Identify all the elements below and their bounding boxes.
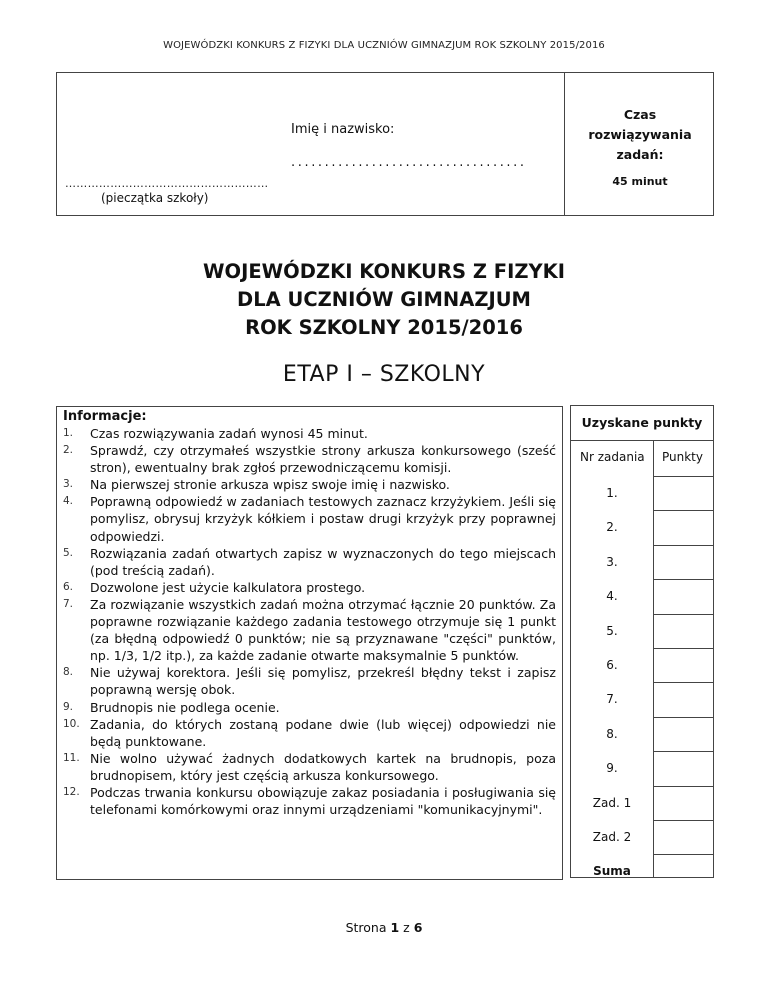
rule-text-line: Brudnopis nie podlega ocenie. xyxy=(90,699,280,715)
score-points-cell[interactable] xyxy=(653,510,713,544)
contest-title-line: DLA UCZNIÓW GIMNAZJUM xyxy=(237,288,531,311)
score-row xyxy=(571,717,713,751)
rule-number: 5. xyxy=(63,546,74,559)
rule-number: 1. xyxy=(63,427,74,439)
page-footer xyxy=(0,920,768,935)
rule-item xyxy=(63,664,556,698)
score-table-header xyxy=(571,440,713,476)
rule-number: 6. xyxy=(63,580,74,593)
score-points-cell[interactable] xyxy=(653,786,713,820)
score-points-cell[interactable] xyxy=(653,717,713,751)
rule-text xyxy=(90,750,556,784)
rule-number: 7. xyxy=(63,597,74,610)
information-heading: Informacje: xyxy=(63,409,147,424)
rule-item xyxy=(63,596,556,664)
rule-text xyxy=(90,476,556,493)
rule-text-line: się pomylisz, obrysuj krzyżyk kółkiem i postaw drugi krzyżyk przy xyxy=(90,494,556,527)
rule-text-line: punktów. xyxy=(462,648,520,664)
rule-number: 4. xyxy=(63,495,74,508)
score-task-label: 4. xyxy=(606,589,618,604)
score-table xyxy=(570,405,714,878)
score-row xyxy=(571,786,713,820)
score-row xyxy=(571,751,713,785)
rule-text-line: stron), ewentualny brak zgłoś przewodniczącemu komisji. xyxy=(90,460,452,476)
rule-text-line: się telefonami komórkowymi oraz innymi urządzeniami xyxy=(90,784,556,818)
name-label: Imię i nazwisko: xyxy=(291,122,395,137)
score-points-cell[interactable] xyxy=(653,682,713,716)
information-box xyxy=(56,406,563,880)
rule-item xyxy=(63,784,556,818)
school-stamp-line: ……………………………………………… xyxy=(65,177,269,190)
rule-text xyxy=(90,442,556,476)
rule-text-line: Dozwolone jest użycie kalkulatora prostego. xyxy=(90,579,366,595)
score-points-cell[interactable] xyxy=(653,614,713,648)
time-title xyxy=(565,105,715,165)
score-points-cell[interactable] xyxy=(653,476,713,510)
score-task-label: 6. xyxy=(606,658,618,672)
rule-text-line: Podczas trwania konkursu obowiązuje zakaz posiadania i posługiwania xyxy=(90,784,534,800)
rule-item xyxy=(63,545,556,579)
score-points-cell[interactable] xyxy=(653,579,713,613)
rule-text xyxy=(90,699,556,716)
rule-item xyxy=(63,750,556,784)
name-field[interactable]: ................................... xyxy=(291,155,527,170)
rule-number: 3. xyxy=(63,478,74,491)
score-row xyxy=(571,648,713,682)
score-points-cell[interactable] xyxy=(653,545,713,579)
rule-text-line: Czas rozwiązywania zadań wynosi 45 minut. xyxy=(90,426,368,441)
rule-text-line: punkt (za błędną odpowiedź 0 punktów; nie są przyznawane "części" xyxy=(90,614,556,647)
score-row xyxy=(571,579,713,613)
rule-number: 12. xyxy=(63,785,80,798)
score-task-label: Zad. 2 xyxy=(592,830,632,844)
rule-item xyxy=(63,716,556,750)
rules-list xyxy=(63,425,556,818)
score-row xyxy=(571,545,713,579)
rule-text-line: brudnopisem, który jest częścią arkusza konkursowego. xyxy=(90,767,439,783)
running-header: WOJEWÓDZKI KONKURS Z FIZYKI DLA UCZNIÓW GIMNAZJUM ROK SZKOLNY 2015/2016 xyxy=(163,40,605,51)
time-title-line: zadań: xyxy=(616,147,664,162)
rule-text xyxy=(90,784,556,818)
rule-text-line: Sprawdź, czy otrzymałeś wszystkie strony arkusza konkursowego (sześć xyxy=(90,443,556,459)
rule-number: 11. xyxy=(63,751,80,764)
score-points-cell[interactable] xyxy=(653,820,713,854)
rule-text-line: Poprawną odpowiedź w zadaniach testowych zaznacz krzyżykiem. Jeśli xyxy=(90,494,535,510)
time-title-line: Czas xyxy=(623,107,657,122)
footer-sep: z xyxy=(403,920,410,935)
rule-text xyxy=(90,664,556,698)
rule-text-line: poprawnej odpowiedzi. xyxy=(90,511,556,544)
rule-text-line: Za poprawne rozwiązanie każdego zadania testowego otrzymuje się 1 xyxy=(90,596,556,630)
rule-item xyxy=(63,425,556,442)
rule-item xyxy=(63,493,556,544)
rule-text-line: Za rozwiązanie wszystkich zadań można otrzymać łącznie 20 punktów. xyxy=(90,596,536,612)
score-task-label: 9. xyxy=(606,761,618,776)
student-info-box xyxy=(56,72,714,216)
score-sum-row xyxy=(571,854,713,888)
footer-page-number: 1 xyxy=(390,920,400,935)
rule-text xyxy=(90,425,556,442)
rule-text-line: "komunikacyjnymi". xyxy=(417,802,543,818)
time-value: 45 minut xyxy=(612,175,668,188)
rule-text-line: Zadania, do których zostaną podane dwie (lub więcej) odpowiedzi nie xyxy=(90,716,556,732)
footer-page-total: 6 xyxy=(413,920,423,935)
contest-title-line: WOJEWÓDZKI KONKURS Z FIZYKI xyxy=(203,260,565,283)
stage-title: ETAP I – SZKOLNY xyxy=(282,362,486,387)
time-title-line: rozwiązywania xyxy=(588,127,692,142)
rule-number: 8. xyxy=(63,666,74,679)
rule-item xyxy=(63,579,556,596)
school-stamp-label: (pieczątka szkoły) xyxy=(101,191,209,205)
rule-text xyxy=(90,596,556,664)
footer-prefix: Strona xyxy=(345,920,387,935)
rule-text-line: Na pierwszej stronie arkusza wpisz swoje imię i nazwisko. xyxy=(90,477,450,493)
score-sum-cell[interactable] xyxy=(653,854,713,888)
rule-text xyxy=(90,493,556,544)
rule-text-line: będą punktowane. xyxy=(90,733,207,749)
score-task-label: 1. xyxy=(606,486,618,500)
col-points-header: Punkty xyxy=(662,450,703,464)
contest-title xyxy=(0,258,768,342)
rule-text xyxy=(90,716,556,750)
score-row xyxy=(571,820,713,854)
rule-text-line: poprawną wersję obok. xyxy=(90,682,236,698)
rule-text-line: punktów, np. 1/3, 1/2 itp.), za każde zadanie otwarte maksymalnie 5 xyxy=(90,631,556,664)
score-row xyxy=(571,510,713,544)
score-sum-label: Suma xyxy=(593,864,631,879)
contest-title-line: ROK SZKOLNY 2015/2016 xyxy=(245,316,523,339)
score-task-label: 3. xyxy=(606,554,618,569)
rule-text-line: (pod treścią zadań). xyxy=(90,562,215,578)
rule-number: 10. xyxy=(63,717,80,730)
rule-text xyxy=(90,545,556,579)
col-task-header: Nr zadania xyxy=(580,450,645,464)
score-task-label: 8. xyxy=(606,726,618,741)
rule-text-line: Nie wolno używać żadnych dodatkowych kartek na brudnopis, poza xyxy=(90,750,556,766)
score-points-cell[interactable] xyxy=(653,751,713,785)
score-table-title: Uzyskane punkty xyxy=(571,406,713,441)
score-points-cell[interactable] xyxy=(653,648,713,682)
rule-text xyxy=(90,579,556,596)
score-row xyxy=(571,614,713,648)
rule-text-line: Rozwiązania zadań otwartych zapisz w wyznaczonych do tego miejscach xyxy=(90,545,556,561)
score-row xyxy=(571,682,713,716)
score-task-label: Zad. 1 xyxy=(592,795,632,810)
rule-number: 9. xyxy=(63,700,74,713)
rule-text-line: Nie używaj korektora. Jeśli się pomylisz, przekreśl błędny tekst i zapisz xyxy=(90,665,556,681)
rule-item xyxy=(63,476,556,493)
rule-item xyxy=(63,699,556,716)
rule-number: 2. xyxy=(63,444,74,457)
score-task-label: 2. xyxy=(606,520,618,535)
score-task-label: 5. xyxy=(606,623,618,638)
score-row xyxy=(571,476,713,510)
rule-item xyxy=(63,442,556,476)
score-task-label: 7. xyxy=(606,692,618,707)
